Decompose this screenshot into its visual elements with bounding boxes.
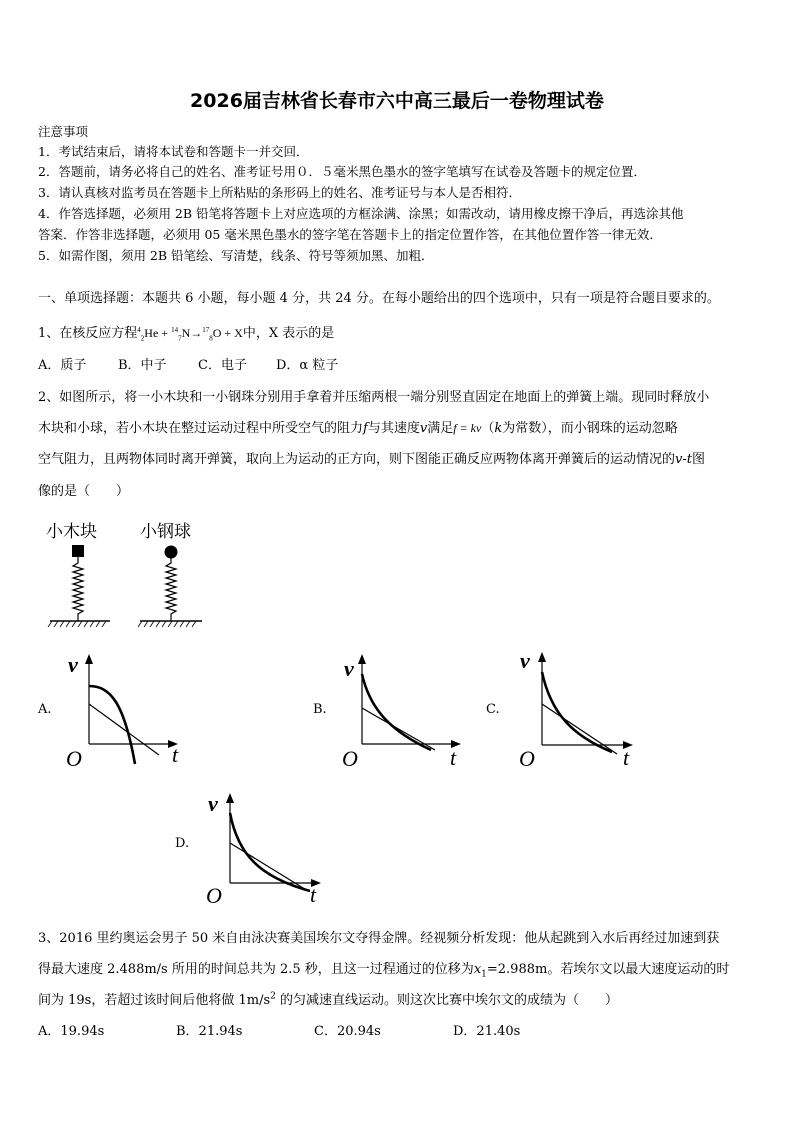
q1-option-c[interactable]: C．电子	[198, 358, 247, 373]
note-item: 答案．作答非选择题，必须用 05 毫米黑色墨水的签字笔在答题卡上的指定位置作答，在其他位置作答一律无效．	[38, 227, 662, 242]
steel-ball-label: 小钢球	[140, 522, 191, 541]
t-axis-label: t	[450, 745, 457, 770]
t-axis-label: t	[310, 882, 317, 907]
wood-block	[72, 545, 84, 557]
ball-line	[89, 704, 159, 755]
v-axis-label: v	[344, 656, 354, 681]
v-axis-label: v	[520, 648, 530, 673]
ground-hatch-right	[138, 621, 196, 627]
q1-nuclear-equation: $^4_2$He + $^{14}_7$N→$^{17}_8$O + X	[137, 326, 243, 343]
vt-graph-d[interactable]	[198, 789, 328, 911]
note-item: 2．答题前，请务必将自己的姓名、准考证号用０．５毫米黑色墨水的签字笔填写在试卷及答题卡的规定位置．	[38, 164, 646, 179]
q1-stem	[38, 322, 334, 342]
q2-line3: 空气阻力，且两物体同时离开弹簧，取向上为运动的正方向，则下图能正确反应两物体离开弹簧后的运动情况的v-t图	[38, 452, 705, 467]
q2-line1: 2、如图所示，将一小木块和一小钢珠分别用手拿着并压缩两根一端分别竖直固定在地面上的弹簧上端。现同时释放小	[38, 390, 710, 405]
q2-option-b-label[interactable]: B.	[313, 702, 327, 717]
q3-option-d[interactable]: D．21.40s	[453, 1024, 521, 1039]
vt-graph-b[interactable]	[340, 652, 465, 772]
note-item: 1．考试结束后，请将本试卷和答题卡一并交回．	[38, 144, 309, 159]
q2-option-c-label[interactable]: C.	[486, 702, 500, 717]
vt-graph-c[interactable]	[515, 648, 640, 770]
ground-hatch-left	[48, 621, 106, 627]
q2-option-a-label[interactable]: A.	[38, 702, 52, 717]
origin-label: O	[206, 883, 222, 908]
v-axis-label: v	[68, 652, 78, 677]
v-axis-arrow	[358, 654, 366, 664]
wood-block-label: 小木块	[46, 522, 97, 541]
q1-suffix: 中，X 表示的是	[242, 326, 335, 341]
vt-graph-a[interactable]	[60, 652, 185, 772]
origin-label: O	[519, 746, 535, 770]
v-axis-arrow	[226, 793, 234, 803]
section-heading: 一、单项选择题：本题共 6 小题，每小题 4 分，共 24 分。在每小题给出的四个选项中，只有一项是符合题目要求的。	[38, 291, 720, 306]
q2-line4: 像的是（ ）	[38, 484, 130, 499]
v-axis-arrow	[85, 654, 93, 664]
ball-line	[542, 704, 617, 754]
spring-figure	[40, 535, 210, 635]
q3-line2: 得最大速度 2.488m/s 所用的时间总共为 2.5 秒，且这一过程通过的位移为$x_1=2.988m$。若埃尔文以最大速度运动的时	[38, 962, 730, 980]
notes-heading: 注意事项	[38, 124, 89, 139]
q3-line3: 间为 19s，若超过该时间后他将做 $1m/s^2$ 的匀减速直线运动。则这次比赛中埃尔文的成绩为（ ）	[38, 991, 619, 1008]
spring-right	[166, 558, 176, 621]
q3-option-c[interactable]: C．20.94s	[314, 1024, 381, 1039]
origin-label: O	[342, 746, 358, 771]
q1-option-b[interactable]: B．中子	[118, 358, 167, 373]
q1-prefix: 1、在核反应方程	[38, 326, 138, 341]
ball-line	[230, 843, 308, 891]
wood-curve	[230, 813, 310, 891]
q3-line1: 3、2016 里约奥运会男子 50 米自由泳决赛美国埃尔文夺得金牌。经视频分析发现：他从起跳到入水后再经过加速到获	[38, 931, 720, 946]
note-item: 3．请认真核对监考员在答题卡上所粘贴的条形码上的姓名、准考证号与本人是否相符．	[38, 185, 521, 200]
t-axis-label: t	[172, 742, 179, 767]
q1-option-a[interactable]: A．质子	[38, 358, 87, 373]
q3-option-a[interactable]: A．19.94s	[38, 1024, 105, 1039]
note-item: 4．作答选择题，必须用 2B 铅笔将答题卡上对应选项的方框涂满、涂黑；如需改动，请用橡皮擦干净后，再选涂其他	[38, 206, 684, 221]
origin-label: O	[66, 746, 82, 771]
wood-curve	[89, 686, 135, 764]
q2-line2: 木块和小球，若小木块在整过运动过程中所受空气的阻力f与其速度v满足f = kv（k为常数），而小钢珠的运动忽略	[38, 421, 678, 436]
q3-option-b[interactable]: B．21.94s	[176, 1024, 243, 1039]
v-axis-label: v	[208, 791, 218, 816]
wood-curve	[362, 674, 431, 750]
note-item: 5．如需作图，须用 2B 铅笔绘、写清楚，线条、符号等须加黑、加粗．	[38, 248, 434, 263]
q1-option-d[interactable]: D．α 粒子	[276, 358, 339, 373]
v-axis-arrow	[538, 652, 546, 662]
t-axis-label: t	[623, 745, 630, 770]
spring-left	[73, 557, 83, 621]
q2-option-d-label[interactable]: D.	[175, 836, 190, 851]
wood-curve	[542, 672, 612, 752]
steel-ball	[165, 546, 178, 559]
page-title: 2026届吉林省长春市六中高三最后一卷物理试卷	[190, 90, 604, 112]
